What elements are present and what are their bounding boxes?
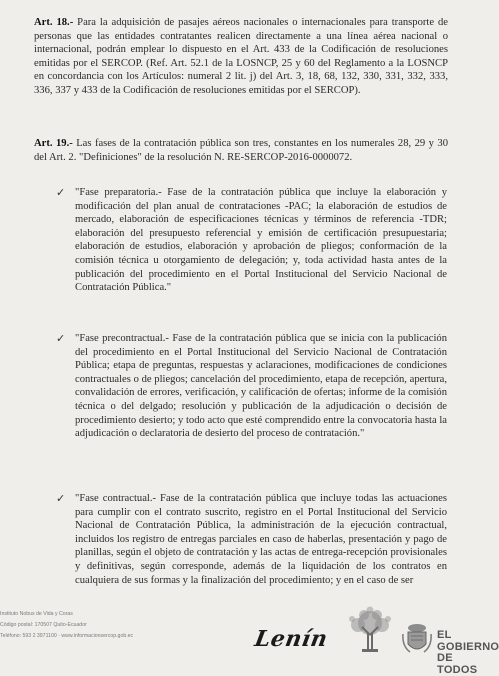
article-18-text: Para la adquisición de pasajes aéreos nacionales o internacionales para transporte de personas que las entidades contratantes realicen directamente a una línea aérea nacional o internacional, podrán emplear lo dispuesto en el Art. 433 de la Codificación de resoluciones emitidas por el SERCOP. (Ref. Art. 52.1 de la LOSNCP, 25 y 60 del Reglamento a la LOSNCP en concordancia con los Artículos: numeral 2 lit. j) del Art. 3, 18, 68, 132, 330, 331, 332, 333, 336, 337 y 433 de la Codificación de resoluciones emitidas por el SERCOP).: [34, 17, 448, 96]
list-item-fase-contractual: "Fase contractual.- Fase de la contratación pública que incluye todas las actuaciones para cumplir con el contrato suscrito, registro en el Portal Institucional del Servicio Nacional de Contratación Pública, la administración de la ejecución contractual, incluidos los registro de entregas parciales en caso de haberlas, presentación y pago de planillas, según el objeto de contratación y las actas de entrega-recepción provisionales y definitivas, según corresponde, además de la liquidación de los contratos en cualquiera de sus formas y la finalización del procedimiento; y en el caso de ser: [75, 493, 447, 586]
footer-address-line: Código postal: 170507 Quito-Ecuador: [0, 622, 87, 628]
logo-text: EL: [437, 629, 452, 641]
article-19: [34, 137, 448, 164]
list-item-fase-precontractual: "Fase precontractual.- Fase de la contratación pública que se inicia con la publicación del procedimiento en el Portal Institucional del Servicio Nacional de Contratación Pública; etapa de preguntas, respuestas y aclaraciones, modificaciones de condiciones contractuales o de pliegos; cancelación del procedimiento, etapa de recepción, apertura, convalidación de errores, verificación, y calificación de ofertas; informe de la comisión técnica o del delgado; resolución y publicación de la adjudicación o decisión de procedimiento desierto; y todo acto que esté comprendido entre la convocatoria hasta la adjudicación o declaratoria de desierto del proceso de contratación.": [75, 333, 447, 440]
tree-icon: [340, 605, 400, 657]
gobierno-de-todos-logo: [437, 629, 499, 676]
article-19-text: Las fases de la contratación pública son tres, constantes en los numerales 28, 29 y 30 del Art. 2. "Definiciones" de la resolución N. RE-SERCOP-2016-0000072.: [34, 138, 448, 163]
list-item-fase-preparatoria: "Fase preparatoria.- Fase de la contratación pública que incluye la elaboración y modificación del plan anual de contrataciones -PAC; la elaboración de estudios de mercado, elaboración de especificaciones técnicas y términos de referencia -TDR; elaboración del presupuesto referencial y emisión de certificación presupuestaria; elaboración de estudios, elaboración y aprobación de pliegos; conformación de la comisión técnica u otorgamiento de delegación; y, toda actividad hasta antes de la publicación del procedimiento en el Portal Institucional del Servicio Nacional de Contratación Pública.": [75, 187, 447, 294]
checkmark-icon: ✓: [56, 333, 66, 345]
checkmark-icon: ✓: [56, 187, 66, 199]
logo-text: GOBIERNO: [437, 640, 499, 653]
article-18-heading: Art. 18.-: [34, 17, 74, 28]
footer-address-line: Teléfono: 593 2 3971100 · www.informacionsercop.gob.ec: [0, 633, 134, 639]
article-19-heading: Art. 19.-: [34, 138, 73, 149]
signature-logo: Lenín: [252, 626, 330, 652]
checkmark-icon: ✓: [56, 493, 66, 505]
footer-address: [0, 609, 150, 642]
coat-of-arms-icon: [400, 622, 434, 657]
logo-text: DE TODOS: [437, 652, 478, 676]
article-18: [34, 16, 448, 98]
footer-address-line: Instituto Nobus de Vida y Coras: [0, 611, 73, 617]
